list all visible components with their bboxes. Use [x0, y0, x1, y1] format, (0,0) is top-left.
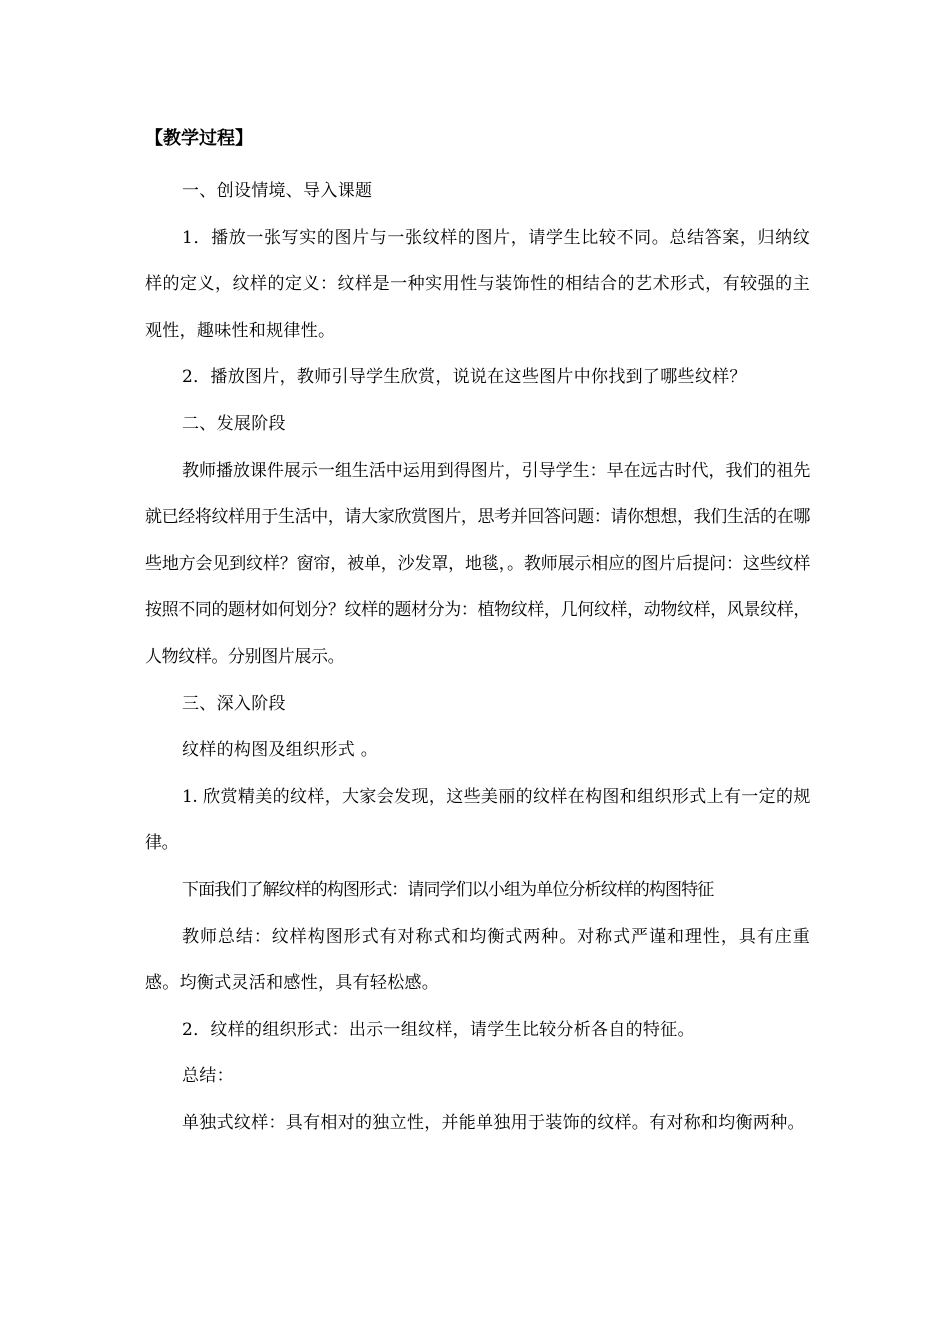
- paragraph-summary-label: 总结：: [182, 1066, 234, 1087]
- paragraph-compare-images: 1．播放一张写实的图片与一张纹样的图片，请学生比较不同。总结答案，归纳纹样的定义，纹样的定义：纹样是一种实用性与装饰性的相结合的艺术形式，有较强的主观性，趣味性和规律性。: [145, 227, 810, 341]
- section-heading: 【教学过程】: [145, 128, 253, 149]
- paragraph-deepening-title: 三、深入阶段: [182, 693, 286, 714]
- paragraph-courseware: 教师播放课件展示一组生活中运用到得图片，引导学生：早在远古时代，我们的祖先就已经将纹样用于生活中，请大家欣赏图片，思考并回答问题：请你想想，我们生活的在哪些地方会见到纹样？窗帘，被单，沙发罩，地毯，。教师展示相应的图片后提问：这些纹样按照不同的题材如何划分？纹样的题材分为：植物纹样，几何纹样，动物纹样，风景纹样，人物纹样。分别图片展示。: [145, 460, 810, 667]
- paragraph-teacher-summary: 教师总结：纹样构图形式有对称式和均衡式两种。对称式严谨和理性，具有庄重感。均衡式灵活和感性，具有轻松感。: [145, 926, 810, 994]
- paragraph-appreciate-patterns: 1. 欣赏精美的纹样，大家会发现，这些美丽的纹样在构图和组织形式上有一定的规律。: [145, 786, 810, 854]
- paragraph-single-pattern: 单独式纹样：具有相对的独立性，并能单独用于装饰的纹样。有对称和均衡两种。: [182, 1112, 805, 1133]
- paragraph-appreciate-images: 2．播放图片，教师引导学生欣赏，说说在这些图片中你找到了哪些纹样？: [182, 367, 747, 388]
- paragraph-composition: 纹样的构图及组织形式 。: [182, 740, 379, 761]
- paragraph-development-title: 二、发展阶段: [182, 413, 286, 434]
- paragraph-intro-title: 一、创设情境、导入课题: [182, 181, 373, 201]
- paragraph-group-analysis: 下面我们了解纹样的构图形式：请同学们以小组为单位分析纹样的构图特征: [182, 879, 714, 900]
- document-body: [145, 122, 810, 1146]
- paragraph-organization-forms: 2．纹样的组织形式：出示一组纹样，请学生比较分析各自的特征。: [182, 1019, 695, 1040]
